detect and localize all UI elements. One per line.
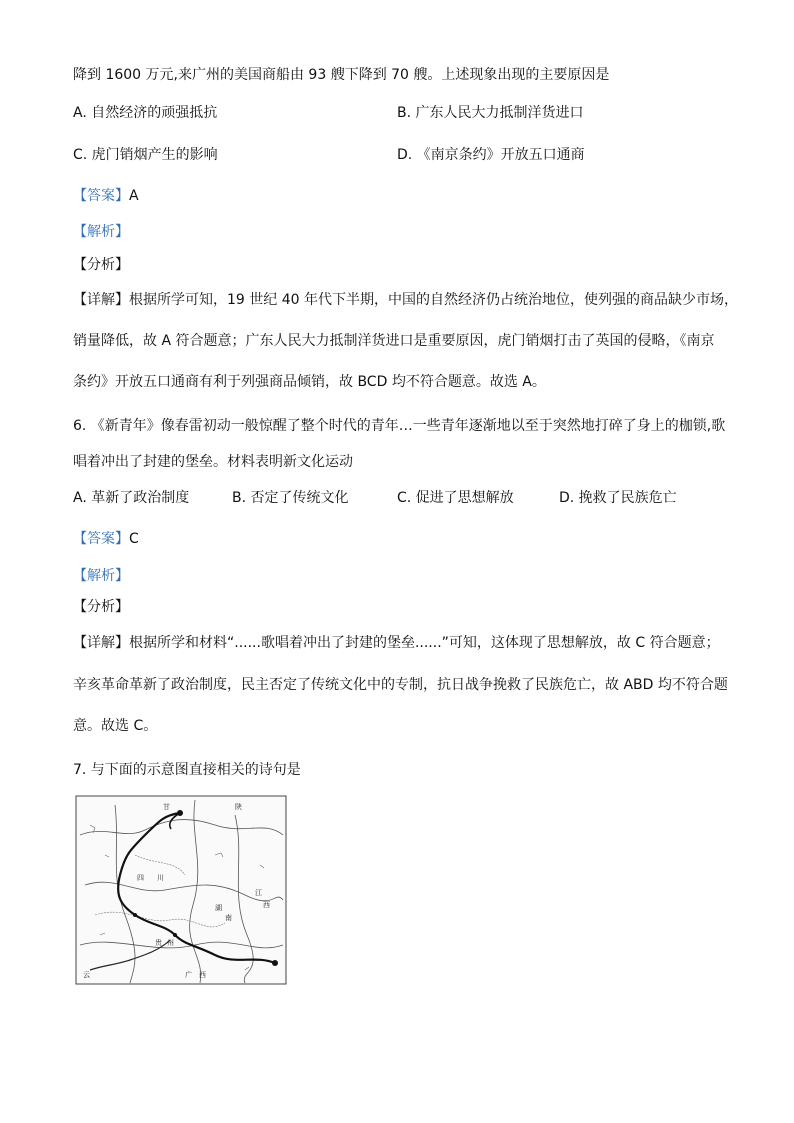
map-label: 湖 [215,904,222,912]
map-label: 甘 [163,803,170,811]
q6-detail-line-2: 辛亥革命革新了政治制度，民主否定了传统文化中的专制，抗日战争挽救了民族危亡，故 ABD 均不符合题 [73,677,728,693]
map-label: 云 [83,971,90,979]
q5-option-b: B. 广东人民大力抵制洋货进口 [397,105,584,121]
detail-text: 根据所学可知，19 世纪 40 年代下半期，中国的自然经济仍占统治地位，使列强的商品缺少市场， [129,292,738,308]
answer-value: C [129,531,139,547]
q6-option-d: D. 挽救了民族危亡 [559,490,677,506]
map-label: 西 [263,901,270,909]
q5-jiexi-tag: 【解析】 [73,224,129,240]
detail-tag: 【详解】 [73,635,129,651]
map-label: 四 [137,874,144,882]
q5-option-d: D. 《南京条约》开放五口通商 [397,147,585,163]
q5-detail-line-2: 销量降低，故 A 符合题意；广东人民大力抵制洋货进口是重要原因，虎门销烟打击了英国的侵略，《南京 [73,333,715,349]
answer-value: A [129,188,139,204]
answer-tag: 【答案】 [73,188,129,204]
q6-jiexi-tag: 【解析】 [73,568,129,584]
q6-answer [73,529,139,549]
q6-option-c: C. 促进了思想解放 [397,490,514,506]
map-label: 川 [157,874,164,882]
q5-option-a: A. 自然经济的顽强抵抗 [73,105,218,121]
map-label: 江 [255,889,262,897]
map-label: 陕 [235,803,242,811]
q6-stem-line-1: 6. 《新青年》像春雷初动一般惊醒了整个时代的青年…一些青年逐渐地以至于突然地打碎了身上的枷锁,歌 [73,418,726,434]
q5-detail-line-3: 条约》开放五口通商有利于列强商品倾销，故 BCD 均不符合题意。故选 A。 [73,374,546,390]
q5-stem-tail: 降到 1600 万元,来广州的美国商船由 93 艘下降到 70 艘。上述现象出现的主要原因是 [73,67,610,83]
detail-tag: 【详解】 [73,292,129,308]
q5-option-c: C. 虎门销烟产生的影响 [73,147,218,163]
q6-stem-line-2: 唱着冲出了封建的堡垒。材料表明新文化运动 [73,454,353,470]
map-label: 西 [199,971,206,979]
q7-stem: 7. 与下面的示意图直接相关的诗句是 [73,762,301,778]
q6-option-a: A. 革新了政治制度 [73,490,190,506]
map-label: 广 [185,971,192,979]
q5-fenxi-tag: 【分析】 [73,257,129,273]
q6-fenxi-tag: 【分析】 [73,599,129,615]
long-march-route-map [75,795,287,985]
map-label: 南 [225,914,232,922]
map-label: 贵 [155,939,162,947]
answer-tag: 【答案】 [73,531,129,547]
detail-text: 根据所学和材料“......歌唱着冲出了封建的堡垒......”可知，这体现了思想解放，故 C 符合题意； [129,635,720,651]
q6-option-b: B. 否定了传统文化 [232,490,349,506]
q5-detail-line-1 [73,290,738,310]
q5-answer [73,186,139,206]
map-label: 州 [167,939,174,947]
q6-detail-line-1 [73,633,720,653]
q6-detail-line-3: 意。故选 C。 [73,718,158,734]
